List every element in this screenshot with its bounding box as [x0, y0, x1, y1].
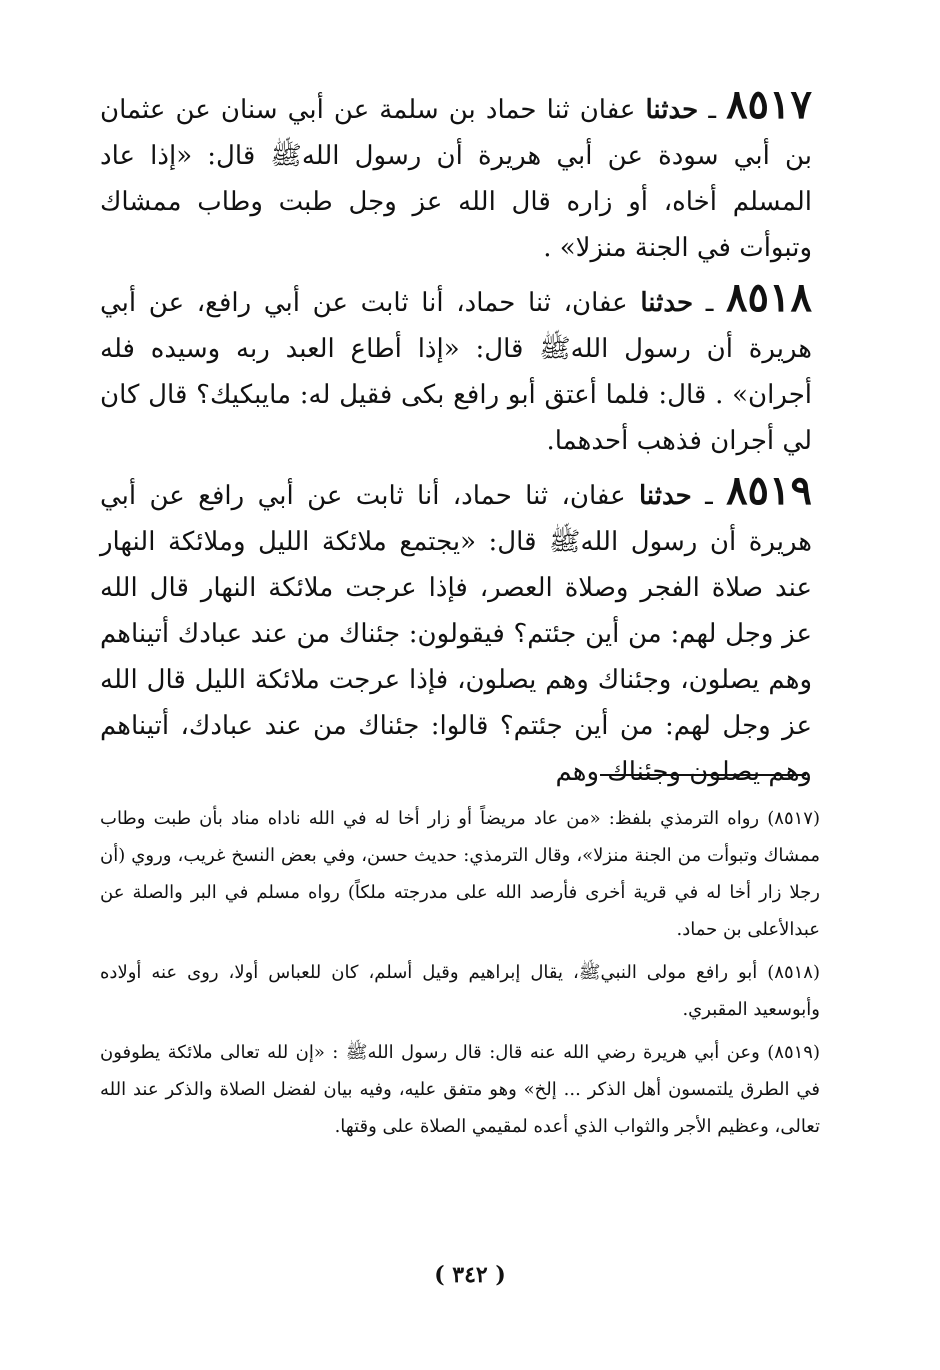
hadith-number: ٨٥١٩ [726, 467, 812, 514]
page-number: ( ٣٤٢ ) [434, 1262, 506, 1288]
footnote-text: وعن أبي هريرة رضي الله عنه قال: قال رسول اللهﷺ : «إن لله تعالى ملائكة يطوفون في الطرق يلتمسون أهل الذكر ... إلخ» وهو متفق عليه، وفيه بيان لفضل الصلاة والذكر عند الله تعالى، وعظيم الأجر والثواب الذي أعده لمقيمي الصلاة على وقتها. [100, 1042, 820, 1137]
hadith-text: عفان، ثنا حماد، أنا ثابت عن أبي رافع، عن أبي هريرة أن رسول اللهﷺ قال: «إذا أطاع العبد ربه وسيده فله أجران» . قال: فلما أعتق أبو رافع بكى فقيل له: مايبكيك؟ قال كان لي أجران فذهب أحدهما. [100, 288, 812, 456]
footnote-ref: (٨٥١٨) [767, 962, 820, 983]
footnote-ref: (٨٥١٧) [767, 808, 820, 829]
hadith-8518 [100, 275, 812, 464]
hadith-dash: ـ [691, 481, 727, 511]
hadith-number: ٨٥١٨ [726, 274, 812, 321]
footnote-ref: (٨٥١٩) [767, 1042, 820, 1063]
hadith-8517 [100, 82, 812, 271]
hadith-number: ٨٥١٧ [726, 81, 812, 128]
footnote-8518 [100, 954, 820, 1028]
footnote-divider [600, 774, 806, 776]
footnote-8519 [100, 1034, 820, 1145]
footnotes [100, 800, 820, 1151]
hadith-text: عفان، ثنا حماد، أنا ثابت عن أبي رافع عن أبي هريرة أن رسول اللهﷺ قال: «يجتمع ملائكة الليل وملائكة النهار عند صلاة الفجر وصلاة العصر، فإذا عرجت ملائكة النهار قال الله عز وجل لهم: من أين جئتم؟ فيقولون: جئناك من عند عبادك أتيناهم وهم يصلون، وجئناك وهم يصلون، فإذا عرجت ملائكة الليل قال الله عز وجل لهم: من أين جئتم؟ قالوا: جئناك من عند عبادك، أتيناهم وهم يصلون وجئناك وهم [100, 481, 812, 787]
hadith-dash: ـ [698, 95, 727, 125]
footnote-text: رواه الترمذي بلفظ: «من عاد مريضاً أو زار أخا له في الله ناداه مناد بأن طبت وطاب ممشاك وتبوأت من الجنة منزلا»، وقال الترمذي: حديث حسن، وفي بعض النسخ غريب، وروي (أن رجلا زار أخا له في قرية أخرى فأرصد الله على مدرجته ملكاً) رواه مسلم في البر والصلة عن عبدالأعلى بن حماد. [100, 808, 820, 940]
footnote-8517 [100, 800, 820, 948]
hadith-head: حدثنا [638, 481, 692, 511]
hadith-8519 [100, 468, 812, 795]
footnote-text: أبو رافع مولى النبيﷺ، يقال إبراهيم وقيل أسلم، كان للعباس أولا، روى عنه أولاده وأبوسعيد المقبري. [100, 962, 820, 1020]
hadith-head: حدثنا [640, 288, 694, 318]
main-text [100, 82, 812, 799]
hadith-text: عفان ثنا حماد بن سلمة عن أبي سنان عن عثمان بن أبي سودة عن أبي هريرة أن رسول اللهﷺ قال: «إذا عاد المسلم أخاه، أو زاره قال الله عز وجل طبت وطاب ممشاك وتبوأت في الجنة منزلا» . [100, 95, 812, 263]
hadith-head: حدثنا [645, 95, 699, 125]
hadith-dash: ـ [693, 288, 727, 318]
